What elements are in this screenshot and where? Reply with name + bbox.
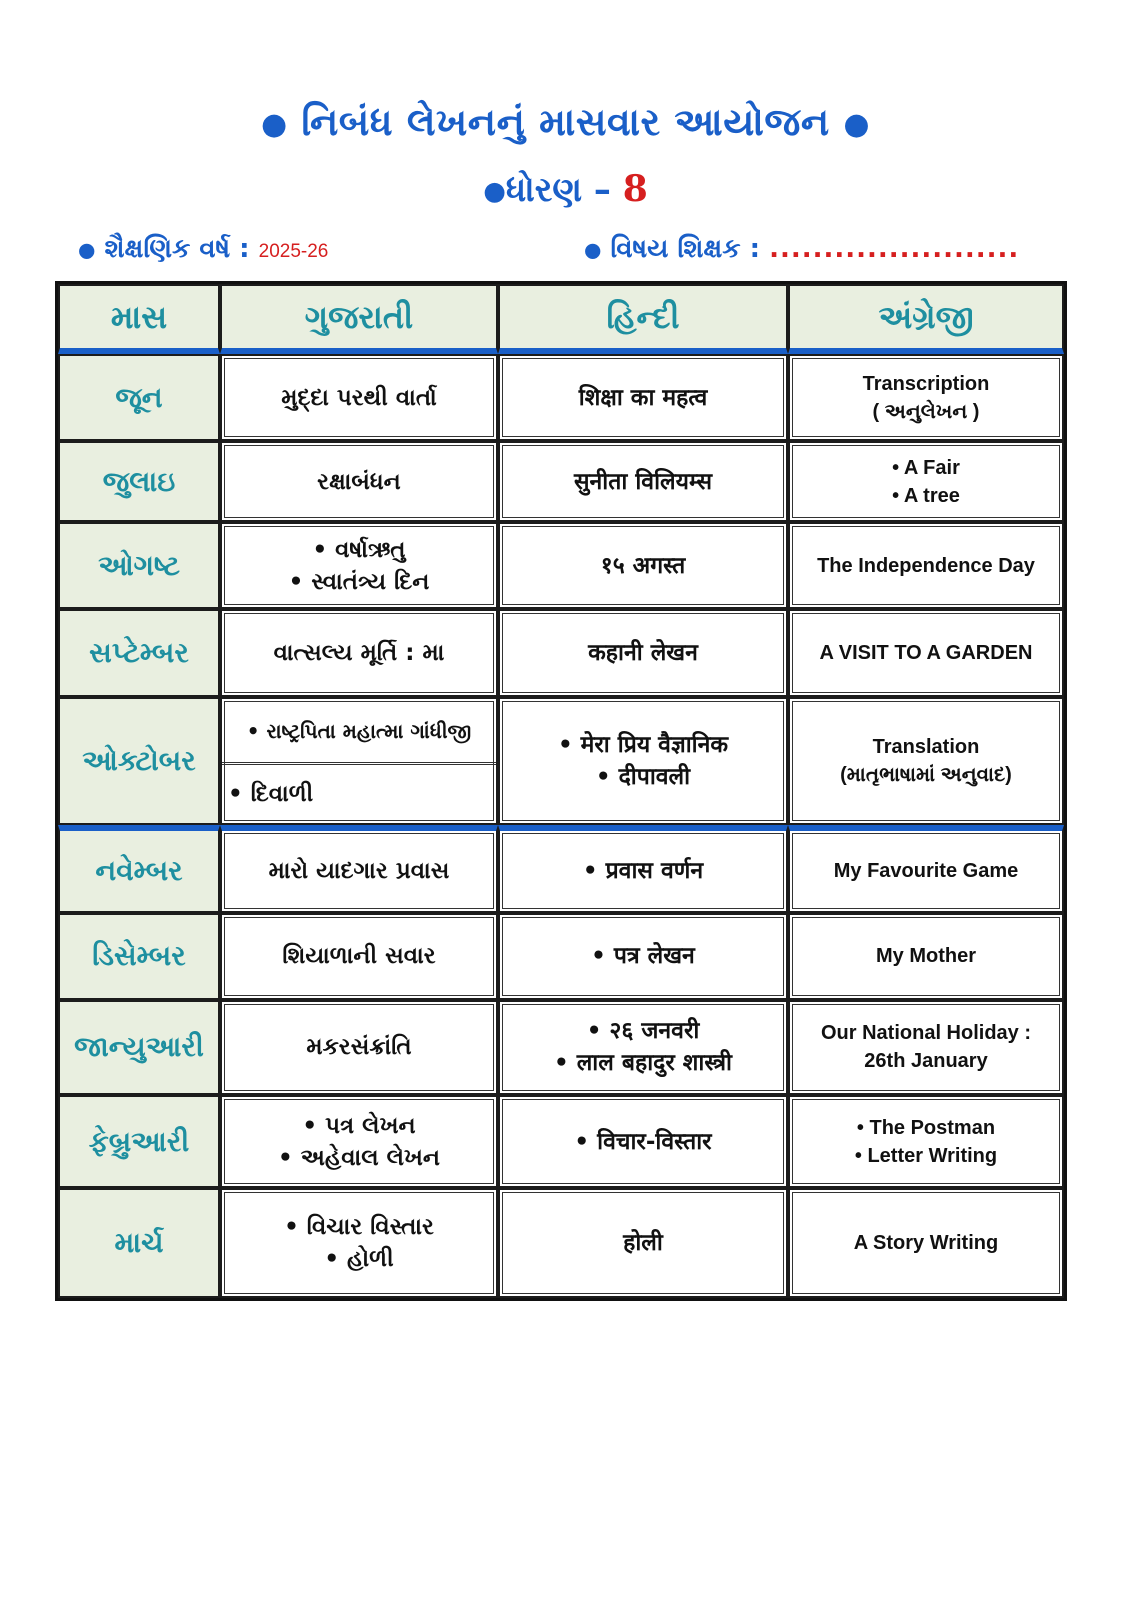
topic: • दीपावली xyxy=(595,764,691,791)
english-cell xyxy=(788,354,1064,441)
year-label: શૈક્ષણિક વર્ષ : xyxy=(104,234,250,264)
topic: વાત્સલ્ય મૂર્તિ : મા xyxy=(273,639,445,666)
bullet-icon: ● xyxy=(78,237,96,262)
table-row xyxy=(58,354,1064,441)
topic: • The Postman xyxy=(856,1116,996,1139)
table-row xyxy=(58,1188,1064,1298)
topic: • A tree xyxy=(892,484,960,507)
subject-teacher xyxy=(584,234,1019,265)
topic: • पत्र लेखन xyxy=(591,943,695,970)
gujarati-cell xyxy=(220,522,498,609)
teacher-label: વિષય શિક્ષક : xyxy=(610,234,761,264)
topic: • A Fair xyxy=(892,456,960,479)
hindi-cell xyxy=(498,609,788,696)
hindi-cell xyxy=(498,697,788,826)
gujarati-cell xyxy=(220,1000,498,1095)
english-cell xyxy=(788,609,1064,696)
month-cell: ઓગષ્ટ xyxy=(58,522,220,609)
hindi-cell xyxy=(498,522,788,609)
topic: १५ अगस्त xyxy=(600,552,686,579)
english-cell xyxy=(788,697,1064,826)
bullet-icon: ● xyxy=(260,107,288,142)
english-cell xyxy=(788,1000,1064,1095)
topic: • દિવાળી xyxy=(228,780,314,807)
hindi-cell xyxy=(498,1188,788,1298)
topic: सुनीता विलियम्स xyxy=(573,468,712,495)
topic: શિયાળાની સવાર xyxy=(282,943,436,970)
topic: • સ્વાતંત્ર્ય દિન xyxy=(288,568,430,595)
topic: Our National Holiday : xyxy=(820,1022,1032,1045)
hindi-cell xyxy=(498,354,788,441)
gujarati-cell xyxy=(220,825,498,912)
topic: • પત્ર લેખન xyxy=(302,1112,416,1139)
table-row xyxy=(58,522,1064,609)
topic: રક્ષાબંધન xyxy=(317,468,401,495)
month-cell: ફેબ્રુઆરી xyxy=(58,1095,220,1188)
topic: My Favourite Game xyxy=(833,860,1019,883)
topic: • Letter Writing xyxy=(854,1144,998,1167)
english-cell xyxy=(788,1095,1064,1188)
topic: મકરસંક્રાંતિ xyxy=(306,1034,412,1061)
topic: The Independence Day xyxy=(817,554,1035,577)
table-row xyxy=(58,913,1064,1000)
month-cell: જૂન xyxy=(58,354,220,441)
topic: • मेरा प्रिय वैज्ञानिक xyxy=(557,731,729,758)
english-cell xyxy=(788,441,1064,522)
table-row xyxy=(58,1095,1064,1188)
month-cell: નવેમ્બર xyxy=(58,825,220,912)
title-text: નિબંધ લેખનનું માસવાર આયોજન xyxy=(301,100,830,144)
standard-heading xyxy=(0,168,1131,210)
topic: ( અનુલેખન ) xyxy=(872,400,980,423)
topic: • રાષ્ટ્રપિતા મહાત્મા ગાંધીજી xyxy=(222,700,496,765)
column-header-gujarati: ગુજરાતી xyxy=(220,284,498,354)
table-row xyxy=(58,441,1064,522)
topic: • लाल बहादुर शास्त्री xyxy=(554,1050,732,1077)
standard-value: 8 xyxy=(622,168,648,210)
hindi-cell xyxy=(498,913,788,1000)
topic: होली xyxy=(623,1230,663,1257)
gujarati-cell xyxy=(220,697,498,826)
bullet-icon: ● xyxy=(483,176,506,207)
month-cell: જુલાઇ xyxy=(58,441,220,522)
topic: • અહેવાલ લેખન xyxy=(277,1144,441,1171)
gujarati-cell xyxy=(220,1188,498,1298)
gujarati-cell xyxy=(220,913,498,1000)
gujarati-cell xyxy=(220,609,498,696)
english-cell xyxy=(788,825,1064,912)
month-cell: સપ્ટેમ્બર xyxy=(58,609,220,696)
topic: शिक्षा का महत्व xyxy=(578,384,708,411)
table-row xyxy=(58,825,1064,912)
bullet-icon: ● xyxy=(584,237,602,262)
english-cell xyxy=(788,522,1064,609)
table-row xyxy=(58,1000,1064,1095)
topic: મુદ્દા પરથી વાર્તા xyxy=(281,384,437,411)
topic: • २६ जनवरी xyxy=(586,1018,700,1045)
hindi-cell xyxy=(498,1095,788,1188)
page-title xyxy=(0,100,1131,145)
english-cell xyxy=(788,913,1064,1000)
topic: कहानी लेखन xyxy=(588,639,698,666)
month-cell: જાન્યુઆરી xyxy=(58,1000,220,1095)
gujarati-cell xyxy=(220,354,498,441)
academic-year xyxy=(78,234,328,265)
teacher-value: ....................... xyxy=(769,234,1020,264)
topic: (માતૃભાષામાં અનુવાદ) xyxy=(840,764,1012,787)
topic: • હોળી xyxy=(324,1246,394,1273)
topic: Translation xyxy=(872,736,980,759)
topic: • प्रवास वर्णन xyxy=(582,857,704,884)
topic: A VISIT TO A GARDEN xyxy=(819,642,1033,665)
table-row xyxy=(58,609,1064,696)
hindi-cell xyxy=(498,1000,788,1095)
topic: My Mother xyxy=(876,945,976,968)
topic: A Story Writing xyxy=(853,1232,999,1255)
topic: • विचार-विस्तार xyxy=(574,1128,712,1155)
column-header-english: અંગ્રેજી xyxy=(788,284,1064,354)
column-header-hindi: હિન્દી xyxy=(498,284,788,354)
topic: મારો યાદગાર પ્રવાસ xyxy=(268,857,450,884)
topic: • વર્ષાઋતુ xyxy=(312,536,406,563)
table-row xyxy=(58,697,1064,826)
table-header-row xyxy=(58,284,1064,354)
hindi-cell xyxy=(498,441,788,522)
english-cell xyxy=(788,1188,1064,1298)
monthly-plan-table xyxy=(55,281,1067,1301)
topic: 26th January xyxy=(864,1050,988,1073)
standard-label: ધોરણ – xyxy=(505,170,611,210)
topic: Transcription xyxy=(862,372,990,395)
month-cell: માર્ચ xyxy=(58,1188,220,1298)
gujarati-cell xyxy=(220,441,498,522)
column-header-month: માસ xyxy=(58,284,220,354)
bullet-icon: ● xyxy=(843,107,871,142)
hindi-cell xyxy=(498,825,788,912)
topic: • વિચાર વિસ્તાર xyxy=(284,1214,434,1241)
month-cell: ડિસેમ્બર xyxy=(58,913,220,1000)
year-value: 2025-26 xyxy=(258,241,329,262)
month-cell: ઓક્ટોબર xyxy=(58,697,220,826)
gujarati-cell xyxy=(220,1095,498,1188)
